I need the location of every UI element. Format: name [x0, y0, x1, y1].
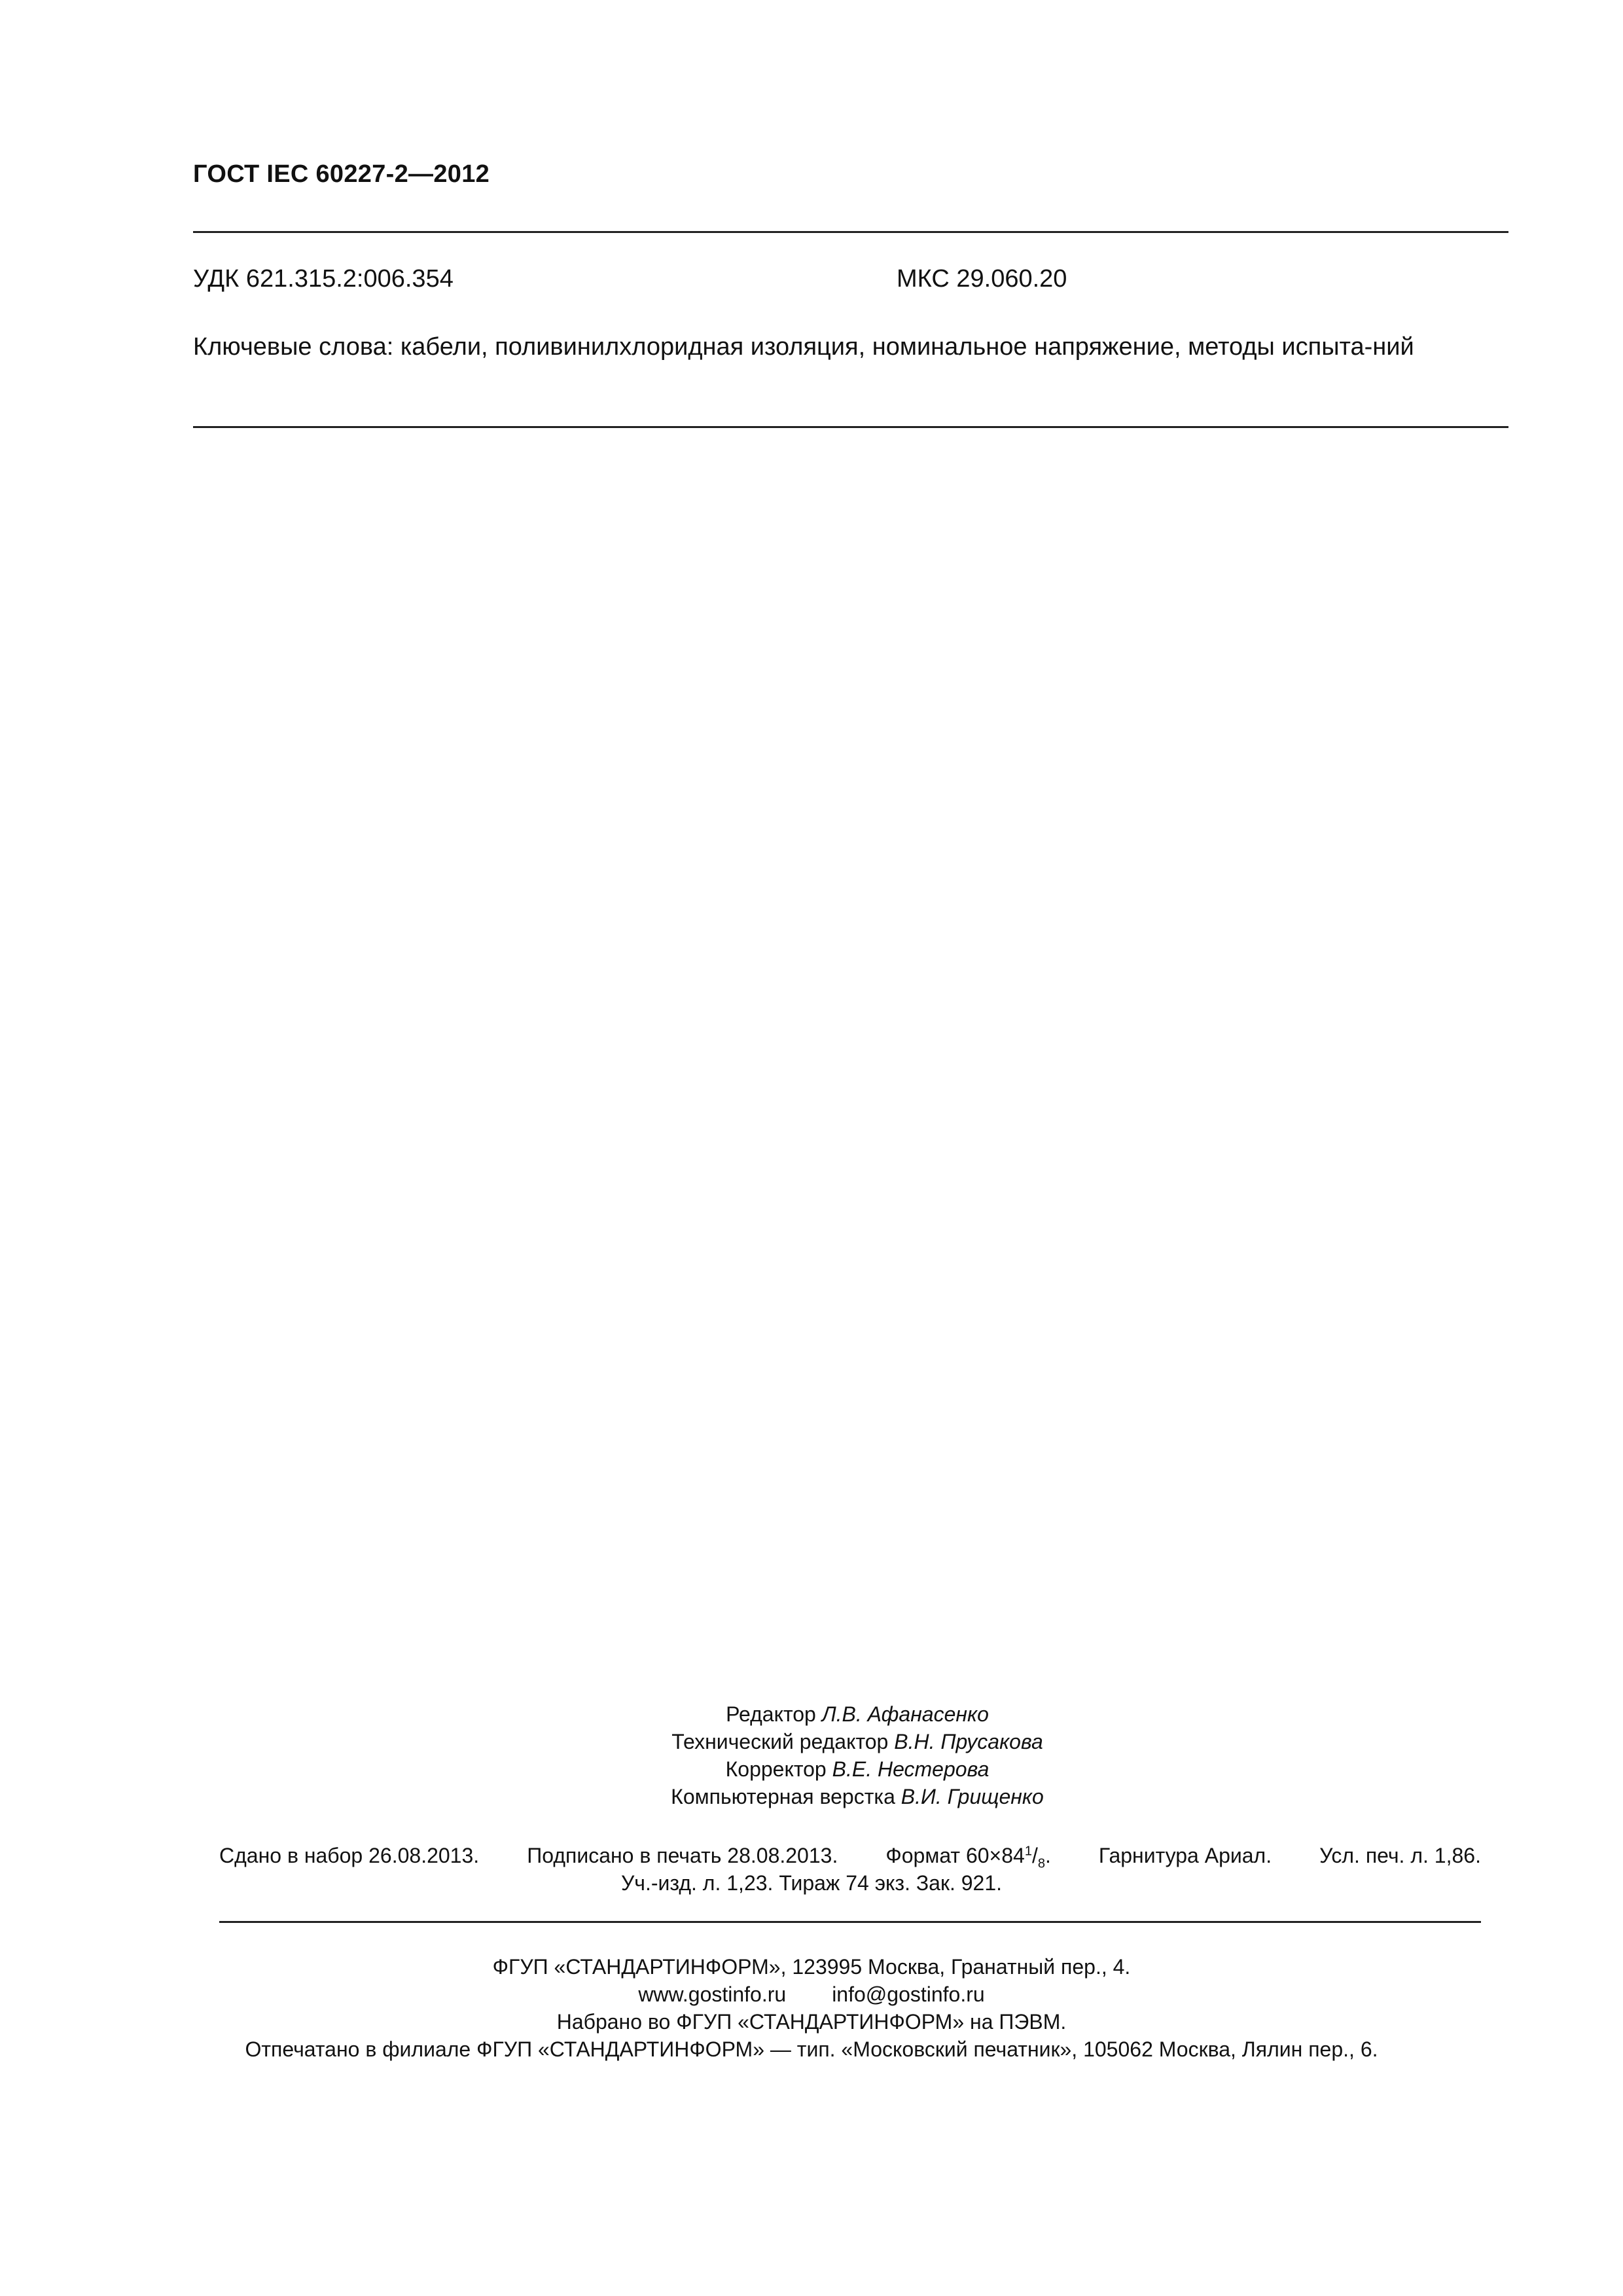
print-format: Формат $60\times 84^1/_8$.: [885, 1844, 1051, 1871]
credit-layout: [0, 1783, 1623, 1810]
credit-editor: [0, 1700, 1623, 1728]
print-signed: Подписано в печать 28.08.2013.: [527, 1844, 838, 1867]
credit-role: Компьютерная верстка: [671, 1785, 901, 1808]
udk-code: УДК 621.315.2:006.354: [193, 265, 454, 293]
mks-code: МКС 29.060.20: [897, 265, 1067, 293]
credit-name: В.И. Грищенко: [901, 1785, 1044, 1808]
publisher-typeset: Набрано во ФГУП «СТАНДАРТИНФОРМ» на ПЭВМ.: [556, 2010, 1067, 2034]
print-sheets: Усл. печ. л. 1,86.: [1319, 1844, 1481, 1867]
publisher-contacts: [0, 1981, 1623, 2008]
credit-role: Технический редактор: [671, 1730, 895, 1753]
keywords-divider: [193, 426, 1508, 428]
credit-tech-editor: [0, 1728, 1623, 1755]
publisher-divider: [219, 1921, 1481, 1923]
credit-name: В.Н. Прусакова: [894, 1730, 1043, 1753]
credit-role: Корректор: [725, 1757, 832, 1781]
publisher-block: [0, 1953, 1623, 2063]
print-submitted: Сдано в набор 26.08.2013.: [219, 1844, 480, 1867]
publisher-printed: Отпечатано в филиале ФГУП «СТАНДАРТИНФОРМ» — тип. «Московский печатник», 105062 Москва, Лялин пер., 6.: [245, 2037, 1378, 2061]
credit-role: Редактор: [726, 1702, 822, 1726]
credits-block: [0, 1700, 1623, 1810]
publisher-email: info@gostinfo.ru: [832, 1982, 985, 2006]
document-title: ГОСТ IEC 60227-2—2012: [193, 160, 490, 188]
credit-name: Л.В. Афанасенко: [821, 1702, 989, 1726]
print-info-row-2: Уч.-изд. л. 1,23. Тираж 74 экз. Зак. 921.: [620, 1871, 1003, 1895]
print-font: Гарнитура Ариал.: [1098, 1844, 1272, 1867]
top-divider: [193, 231, 1508, 233]
publisher-website: www.gostinfo.ru: [638, 1982, 787, 2006]
keywords: Ключевые слова: кабели, поливинилхлоридная изоляция, номинальное напряжение, методы испыта-ний: [193, 333, 1414, 361]
print-info-row: [219, 1842, 1481, 1869]
publisher-address: ФГУП «СТАНДАРТИНФОРМ», 123995 Москва, Гранатный пер., 4.: [492, 1955, 1131, 1979]
credit-proofreader: [0, 1755, 1623, 1783]
credit-name: В.Е. Нестерова: [832, 1757, 990, 1781]
